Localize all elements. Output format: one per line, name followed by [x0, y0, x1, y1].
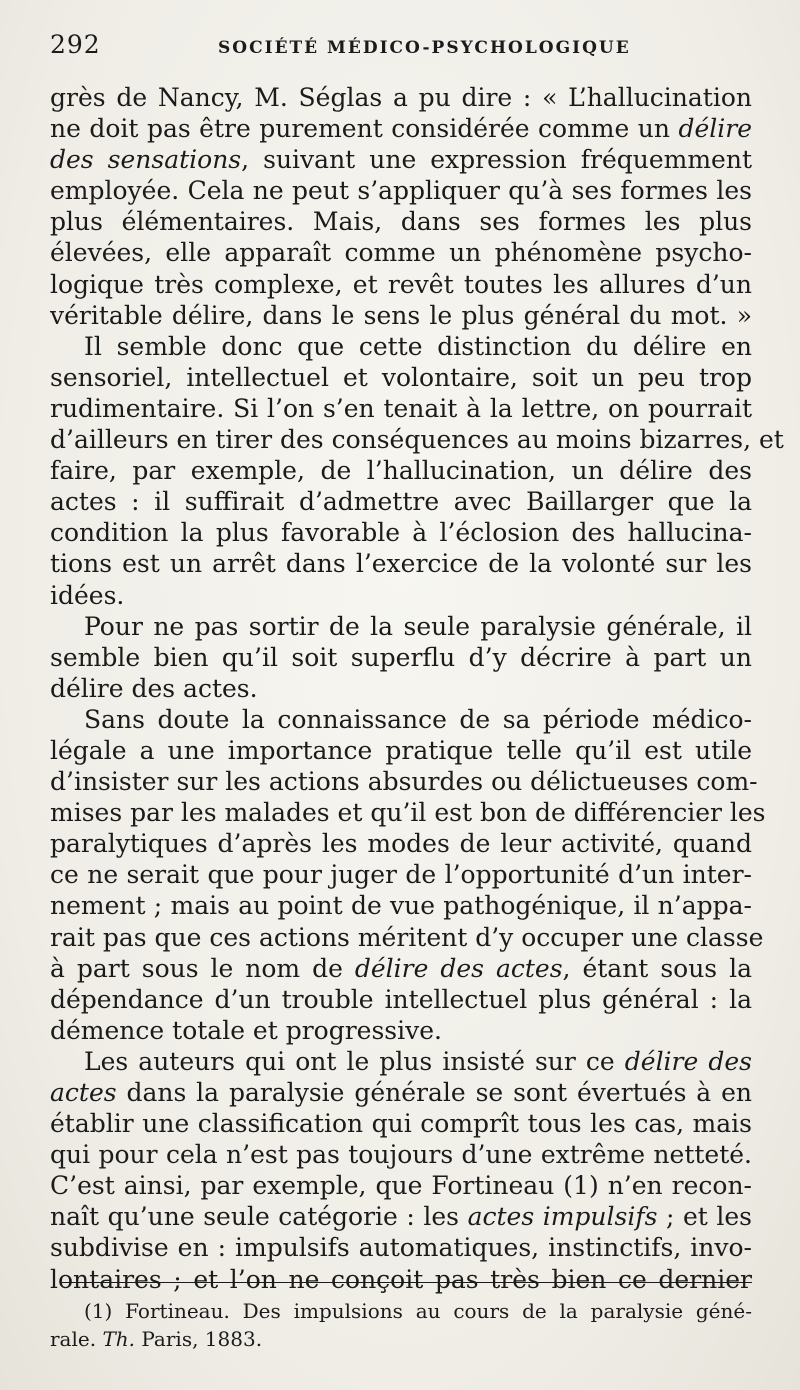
text-run: lontaires ; et l’on ne conçoit pas très bien ce dernier — [50, 1264, 752, 1294]
text-run: Pour ne pas sortir de la seule paralysie générale, il — [84, 611, 752, 641]
italic-run: actes — [50, 1078, 117, 1107]
text-run: dans la paralysie générale se sont évertués à en — [116, 1078, 752, 1107]
text-run: rait pas que ces actions méritent d’y occuper une classe — [50, 922, 764, 952]
text-run: subdivise en : impulsifs automatiques, instinctifs, invo- — [50, 1233, 752, 1263]
text-run: grès de Nancy, M. Séglas a pu dire : « L’hallucination — [50, 83, 752, 112]
footnote — [50, 1297, 752, 1353]
text-line — [50, 922, 764, 953]
text-line — [50, 548, 752, 579]
text-run: semble bien qu’il soit superflu d’y décrire à part un — [50, 642, 752, 672]
text-line — [50, 859, 752, 890]
text-run: C’est ainsi, par exemple, que Fortineau (1) n’en recon- — [50, 1171, 752, 1201]
text-line — [50, 175, 752, 206]
text-run: ; et les — [657, 1202, 753, 1232]
footnote-line — [50, 1325, 752, 1353]
text-line — [50, 673, 752, 704]
text-run: , suivant une expression fréquemment — [241, 145, 752, 175]
text-run: , étant sous la — [562, 953, 752, 983]
text-run: nement ; mais au point de vue pathogénique, il n’appa- — [50, 891, 752, 921]
page-number: 292 — [50, 30, 101, 59]
text-line — [50, 704, 752, 735]
text-line — [50, 735, 752, 766]
text-run: plus élémentaires. Mais, dans ses formes les plus — [50, 207, 752, 237]
text-run: Il semble donc que cette distinction du délire en — [84, 331, 752, 361]
text-line — [50, 1015, 752, 1046]
text-line — [50, 797, 766, 828]
text-line — [50, 1108, 752, 1139]
text-line — [50, 1170, 752, 1201]
text-run: paralytiques d’après les modes de leur activité, quand — [50, 829, 752, 859]
text-run: Les auteurs qui ont le plus insisté sur ce — [84, 1046, 625, 1076]
text-run: rale. — [50, 1327, 103, 1351]
text-line — [50, 1232, 752, 1263]
text-line — [50, 1201, 752, 1232]
text-run: établir une classification qui comprît tous les cas, mais — [50, 1109, 752, 1139]
italic-run: actes impulsifs — [467, 1202, 658, 1232]
text-line — [50, 82, 752, 113]
italic-run: Th. — [102, 1327, 136, 1351]
text-line — [50, 393, 752, 424]
text-run: d’insister sur les actions absurdes ou délictueuses com- — [50, 767, 758, 797]
text-run: légale a une importance pratique telle qu’il est utile — [50, 735, 752, 765]
text-run: naît qu’une seule catégorie : les — [50, 1202, 468, 1232]
text-line — [50, 611, 752, 642]
running-head: SOCIÉTÉ MÉDICO-PSYCHOLOGIQUE — [218, 38, 631, 58]
text-line — [50, 984, 752, 1015]
text-run: tions est un arrêt dans l’exercice de la volonté sur les — [50, 549, 752, 579]
text-line — [50, 1077, 752, 1108]
text-line — [50, 455, 752, 486]
text-line — [50, 580, 752, 611]
text-run: ce ne serait que pour juger de l’opportunité d’un inter- — [50, 860, 752, 890]
footnote-line — [50, 1297, 752, 1325]
text-line — [50, 890, 752, 921]
text-line — [50, 362, 752, 393]
text-run: délire des actes. — [50, 673, 258, 703]
text-line — [50, 113, 752, 144]
text-line — [50, 331, 752, 362]
text-line — [50, 517, 752, 548]
italic-run: des sensations — [50, 145, 242, 175]
text-line — [50, 953, 752, 984]
text-run: élevées, elle apparaît comme un phénomène psycho- — [50, 238, 752, 268]
text-line — [50, 1264, 752, 1295]
text-run: sensoriel, intellectuel et volontaire, soit un peu trop — [50, 362, 752, 392]
text-line — [50, 1046, 752, 1077]
text-run: qui pour cela n’est pas toujours d’une extrême netteté. — [50, 1140, 752, 1170]
text-run: logique très complexe, et revêt toutes les allures d’un — [50, 269, 752, 299]
text-line — [50, 424, 784, 455]
text-run: d’ailleurs en tirer des conséquences au moins bizarres, et — [50, 425, 784, 455]
italic-run: délire des actes — [354, 953, 563, 983]
text-run: actes : il suffirait d’admettre avec Baillarger que la — [50, 487, 752, 517]
text-run: dépendance d’un trouble intellectuel plus général : la — [50, 984, 752, 1014]
text-line — [50, 300, 752, 331]
text-run: Paris, 1883. — [135, 1327, 263, 1351]
text-line — [50, 269, 752, 300]
text-line — [50, 828, 752, 859]
text-line — [50, 237, 752, 268]
text-line — [50, 1139, 752, 1170]
text-line — [50, 486, 752, 517]
text-line — [50, 642, 752, 673]
text-run: à part sous le nom de — [50, 953, 355, 983]
text-run: (1) Fortineau. Des impulsions au cours de la paralysie géné- — [84, 1299, 752, 1323]
page-header — [50, 30, 760, 70]
body-text — [50, 82, 784, 1295]
text-line — [50, 206, 752, 237]
text-run: employée. Cela ne peut s’appliquer qu’à ses formes les — [50, 176, 752, 206]
text-run: idées. — [50, 580, 125, 610]
text-run: véritable délire, dans le sens le plus général du mot. » — [50, 300, 752, 330]
text-run: Sans doute la connaissance de sa période médico- — [84, 704, 752, 734]
text-line — [50, 144, 752, 175]
text-line — [50, 766, 758, 797]
italic-run: délire des — [624, 1046, 752, 1076]
text-run: démence totale et progressive. — [50, 1015, 442, 1045]
footnote-rule — [62, 1282, 752, 1283]
text-run: condition la plus favorable à l’éclosion des hallucina- — [50, 518, 752, 548]
text-run: rudimentaire. Si l’on s’en tenait à la lettre, on pourrait — [50, 393, 752, 423]
italic-run: délire — [678, 114, 752, 144]
text-run: mises par les malades et qu’il est bon de différencier les — [50, 798, 766, 828]
text-run: faire, par exemple, de l’hallucination, un délire des — [50, 456, 752, 486]
text-run: ne doit pas être purement considérée comme un — [50, 114, 679, 144]
